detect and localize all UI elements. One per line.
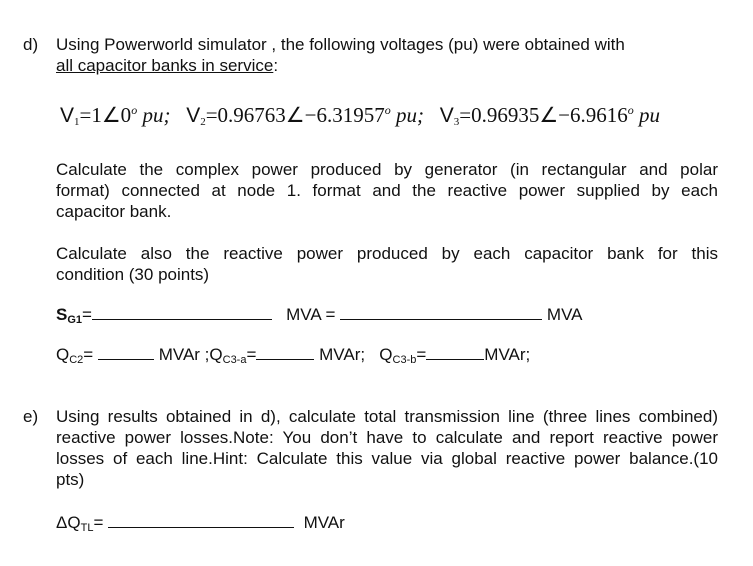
para1-line3: capacitor bank.	[56, 202, 172, 221]
qc-row: $Q_{C2}=$ MVAr $;Q_{C3-a}=$ MVAr; $Q_{C3-b}=$ MVAr;	[56, 345, 531, 366]
para1-line1: Calculate the complex power produced by generator (in rectangular and polar	[56, 160, 718, 179]
part-d-line2: all capacitor banks in service:	[56, 56, 279, 75]
part-d-line1: Using Powerworld simulator , the following voltages (pu) were obtained with	[56, 35, 625, 54]
v2-term: $V_2=0.96763\angle-6.31957^o$ pu;	[186, 103, 424, 128]
qc3a-blank[interactable]	[256, 344, 314, 360]
part-e-line3: losses of each line.Hint: Calculate this value via global reactive power balance.(10	[56, 449, 718, 468]
para2-line1: Calculate also the reactive power produced by each capacitor bank for this	[56, 244, 718, 263]
sg1-row: $S_{G1}=$ MVA = MVA	[56, 305, 583, 326]
part-e-line2: reactive power losses.Note: You don’t have to calculate and report reactive power	[56, 428, 718, 447]
v1-term: $V_1=1\angle 0^o$ pu;	[60, 103, 171, 128]
sg1-rect-blank[interactable]	[92, 304, 272, 320]
qc2-blank[interactable]	[98, 344, 154, 360]
qc3b-blank[interactable]	[426, 344, 484, 360]
part-d-underlined-text: all capacitor banks in service	[56, 56, 274, 75]
voltage-equation	[60, 103, 660, 128]
sg1-polar-blank[interactable]	[340, 304, 542, 320]
part-e-marker: e)	[23, 407, 39, 426]
part-d-marker: d)	[23, 35, 39, 54]
para1-line2: format) connected at node 1. format and the reactive power supplied by each	[56, 181, 718, 200]
dq-row: $\Delta Q_{TL}=$ MVAr	[56, 513, 345, 534]
dq-blank[interactable]	[108, 512, 294, 528]
part-e-line1: Using results obtained in d), calculate total transmission line (three lines combined)	[56, 407, 718, 426]
para2-line2: condition (30 points)	[56, 265, 210, 284]
v3-term: $V_3=0.96935\angle-6.9616^o$ pu	[439, 103, 660, 128]
part-e-line4: pts)	[56, 470, 85, 489]
